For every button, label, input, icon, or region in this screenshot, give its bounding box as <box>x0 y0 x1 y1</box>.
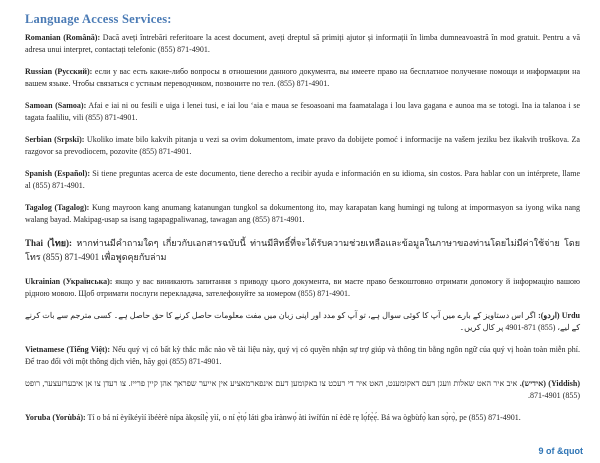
paragraph-urdu <box>25 310 580 334</box>
language-label: (Yiddish) (אידיש). <box>519 379 580 388</box>
language-label: Serbian (Srpski): <box>25 135 85 144</box>
language-text: Si tiene preguntas acerca de este documento, tiene derecho a recibir ayuda e información en su idioma, sin costos. Para hablar con un intérprete, llame al (855) 871-4901. <box>25 169 581 190</box>
page-title: Language Access Services: <box>25 12 172 26</box>
paragraph-samoan <box>25 100 580 124</box>
language-label: Ukrainian (Українська): <box>25 277 113 286</box>
language-label: Romanian (Română): <box>25 33 101 42</box>
language-label: Russian (Русский): <box>25 67 93 76</box>
paragraph-romanian <box>25 32 580 56</box>
paragraph-tagalog <box>25 202 580 226</box>
language-label: Thai (ไทย): <box>25 238 73 248</box>
paragraph-vietnamese <box>25 344 580 368</box>
language-text: Afai e iai ni ou fesili e uiga i lenei tusi, e iai lou ‘aia e maua se fesoasoani ma faamatalaga i lou lava gagana e aunoa ma se totogi. Ina ia talanoa i se tagata faaliliu, vili (855) 871-4901. <box>25 101 580 122</box>
paragraph-ukrainian <box>25 276 580 300</box>
language-text: Kung mayroon kang anumang katanungan tungkol sa dokumentong ito, may karapatan kang humingi ng tulong at impormasyon sa iyong wika nang walang bayad. Makipag-usap sa isang tagapagpaliwanag, tawagan ang (855) 871-4901. <box>25 203 580 224</box>
language-text: якщо у вас виникають запитання з приводу цього документа, ви маєте право безкоштовно отримати допомогу й інформацію вашою рідною мовою. Щоб отримати послуги перекладача, зателефонуйте за номером (855) 871-4901. <box>25 277 580 298</box>
page-number: 9 of &quot <box>538 446 583 456</box>
language-label: Tagalog (Tagalog): <box>25 203 90 212</box>
paragraph-yiddish <box>25 378 580 402</box>
language-notices <box>25 32 580 424</box>
language-text: если у вас есть какие-либо вопросы в отношении данного документа, вы имеете право на бесплатное получение помощи и информации на вашем языке. Чтобы связаться с устным переводчиком, позвоните по тел. (855) 871-4901. <box>25 67 581 88</box>
paragraph-serbian <box>25 134 580 158</box>
paragraph-russian <box>25 66 580 90</box>
language-text: Ukoliko imate bilo kakvih pitanja u vezi sa ovim dokumentom, imate pravo da dobijete pomoć i informacije na vašem jeziku bez ikakvih troškova. Za razgovor sa prevodiocem, pozovite (855) 871-4901. <box>25 135 580 156</box>
language-label: Spanish (Español): <box>25 169 90 178</box>
language-text: Tí o bá ní èyíkéyìí ìbéèrè nípa àkọsílẹ̀ yìí, o ní ẹ̀tọ́ láti gba ìrànwọ́ àti ìwífún ní èdè rẹ lọ́fẹ̀ẹ́. Bá wa ògbùfọ̀ kan sọ̀rọ̀, pe (855) 871-4901. <box>85 413 521 422</box>
paragraph-thai <box>25 236 580 264</box>
language-label: Yoruba (Yorùbá): <box>25 413 86 422</box>
language-text: หากท่านมีคำถามใดๆ เกี่ยวกับเอกสารฉบับนี้ ท่านมีสิทธิ์ที่จะได้รับความช่วยเหลือและข้อมูลในภาษาของท่านโดยไม่มีค่าใช้จ่าย โดยโทร (855) 871-4901 เพื่อพูดคุยกับล่าม <box>25 238 580 262</box>
language-label: Vietnamese (Tiếng Việt): <box>25 345 110 354</box>
language-label: Urdu (اردو): <box>538 311 581 320</box>
language-text: اگر اس دستاویز کے بارے میں آپ کا کوئی سوال ہے، تو آپ کو مدد اور اپنی زبان میں مفت معلومات حاصل کرنے کا حق حاصل ہے۔ کسی مترجم سے بات کرنے کے لیے، (855) 871-4901 پر کال کریں۔ <box>25 311 580 332</box>
paragraph-yoruba <box>25 412 580 424</box>
paragraph-spanish <box>25 168 580 192</box>
language-text: Nếu quý vị có bất kỳ thắc mắc nào về tài liệu này, quý vị có quyền nhận sự trợ giúp và thông tin bằng ngôn ngữ của quý vị hoàn toàn miễn phí. Để trao đổi với một thông dịch viên, hãy gọi (855) 871-4901. <box>25 345 580 366</box>
language-text: Dacă aveți întrebări referitoare la acest document, aveți dreptul să primiți ajutor și informații în limba dumneavoastră în mod gratuit. Pentru a vă adresa unui interpret, contactați telefonic (855) 871-4901. <box>25 33 580 54</box>
language-label: Samoan (Samoa): <box>25 101 87 110</box>
language-text: איב איר האט שאלות וועגן דעם דאקומענט, האט איר די רעכט צו באקומען דעם אינפארמאציע אין אייער שפראך אהן קיין פרייז. צו רעדן צו אן איבערזעצער, רופט (855) 871-4901. <box>25 379 580 400</box>
